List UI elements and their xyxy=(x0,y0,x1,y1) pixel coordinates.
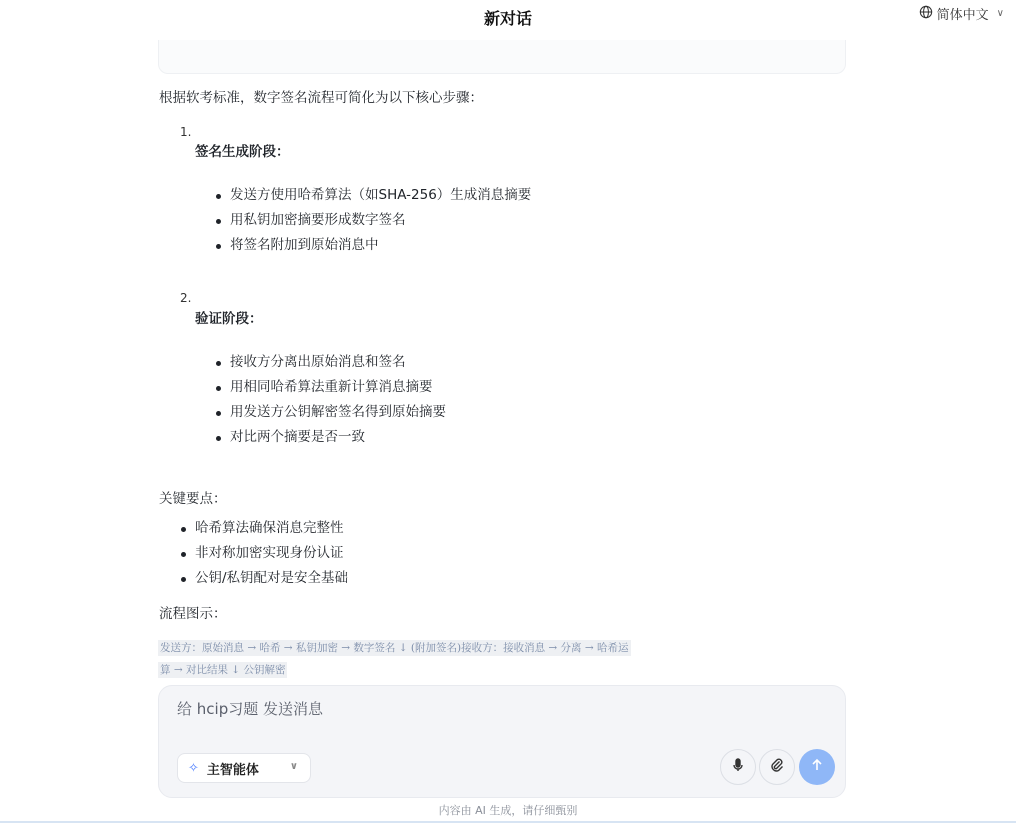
flow-code-block xyxy=(158,637,840,681)
intro-text: 根据软考标准，数字签名流程可简化为以下核心步骤： xyxy=(159,90,483,106)
language-label: 简体中文 xyxy=(936,8,989,23)
chat-input-box[interactable] xyxy=(158,685,846,798)
language-selector[interactable] xyxy=(919,4,1004,23)
attach-file-button[interactable] xyxy=(759,749,795,785)
chevron-down-icon: ∨ xyxy=(289,761,298,772)
page-title: 新对话 xyxy=(483,9,532,28)
chevron-down-icon: ∨ xyxy=(996,8,1004,19)
message-input[interactable]: 给 hcip习题 发送消息 xyxy=(177,700,323,718)
list-item: 接收方分离出原始消息和签名 xyxy=(230,354,406,370)
previous-message-box xyxy=(158,40,846,74)
flow-title: 流程图示： xyxy=(159,606,227,622)
agent-label: 主智能体 xyxy=(206,762,259,778)
list-item: 用发送方公钥解密签名得到原始摘要 xyxy=(230,404,446,420)
code-line: 发送方：原始消息 → 哈希 → 私钥加密 → 数字签名 ↓ (附加签名)接收方：接收消息 → 分离 → 哈希运 xyxy=(160,642,629,654)
list-item: 哈希算法确保消息完整性 xyxy=(195,520,344,536)
list-item: 用相同哈希算法重新计算消息摘要 xyxy=(230,379,433,395)
sparkle-icon: ✧ xyxy=(188,760,199,776)
step-number: 1. xyxy=(180,125,192,139)
list-item: 非对称加密实现身份认证 xyxy=(195,545,344,561)
arrow-up-icon xyxy=(809,757,825,777)
step-title: 验证阶段： xyxy=(195,311,263,327)
voice-input-button[interactable] xyxy=(720,749,756,785)
header xyxy=(0,0,1016,40)
key-points-title: 关键要点： xyxy=(159,491,227,507)
microphone-icon xyxy=(730,757,746,777)
disclaimer-text: 内容由 AI 生成，请仔细甄别 xyxy=(438,804,578,817)
agent-selector[interactable] xyxy=(177,753,311,783)
list-item: 对比两个摘要是否一致 xyxy=(230,429,365,445)
list-item: 将签名附加到原始消息中 xyxy=(230,237,379,253)
send-button[interactable] xyxy=(799,749,835,785)
globe-icon xyxy=(919,5,933,23)
list-item: 发送方使用哈希算法（如SHA-256）生成消息摘要 xyxy=(230,187,532,203)
step-title: 签名生成阶段： xyxy=(195,144,290,160)
list-item: 用私钥加密摘要形成数字签名 xyxy=(230,212,406,228)
paperclip-icon xyxy=(769,757,785,777)
code-line: 算 → 对比结果 ↓ 公钥解密 xyxy=(160,664,286,676)
list-item: 公钥/私钥配对是安全基础 xyxy=(195,570,349,586)
step-number: 2. xyxy=(180,291,192,305)
